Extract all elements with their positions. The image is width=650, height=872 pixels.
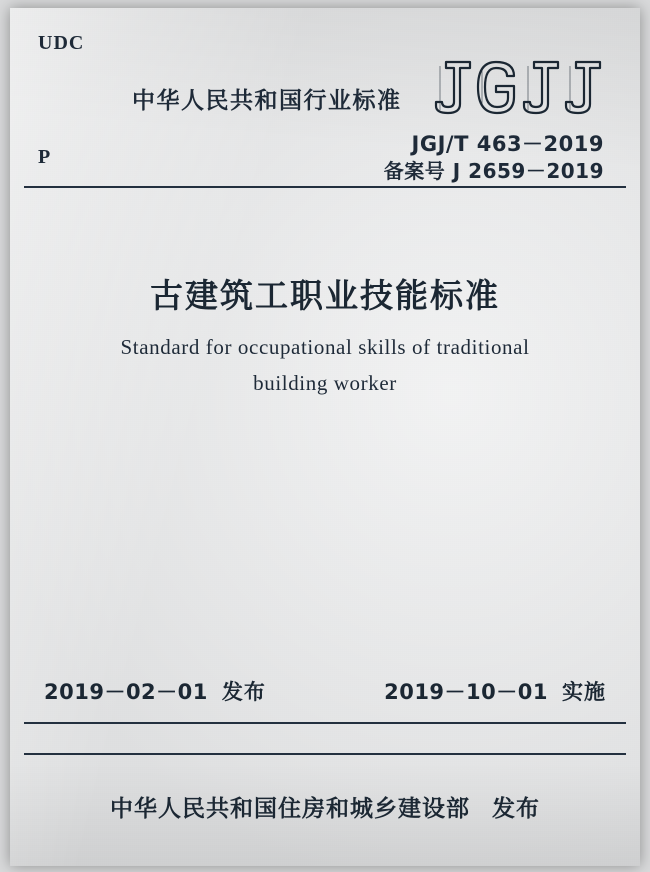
- standard-number-block: [384, 130, 604, 185]
- national-standard-heading: 中华人民共和国行业标准: [132, 88, 402, 114]
- date-divider-rule: [24, 722, 626, 724]
- effective-date-cell: [384, 676, 606, 706]
- issue-label: 发布: [221, 680, 266, 704]
- dates-row: [44, 676, 606, 706]
- classification-p-label: P: [38, 146, 51, 168]
- cover-sheet: [10, 8, 640, 866]
- publisher-line: [10, 790, 640, 823]
- header-divider-rule: [24, 186, 626, 188]
- title-chinese: 古建筑工职业技能标准: [150, 276, 500, 315]
- issue-date: 2019－02－01: [44, 680, 208, 704]
- publisher-name: 中华人民共和国住房和城乡建设部: [110, 796, 470, 822]
- effective-date: 2019－10－01: [384, 680, 548, 704]
- standard-number: JGJ/T 463－2019: [411, 132, 604, 156]
- footer-divider-rule: [24, 753, 626, 755]
- issue-date-cell: [44, 676, 266, 706]
- title-english-line-2: building worker: [253, 370, 397, 395]
- publisher-issue-label: 发布: [492, 796, 540, 822]
- record-number: 备案号 J 2659－2019: [383, 159, 604, 184]
- effective-label: 实施: [562, 680, 606, 704]
- title-english-line-1: Standard for occupational skills of traditional: [120, 335, 530, 359]
- jgj-logo-icon: [426, 56, 606, 116]
- udc-label: UDC: [38, 32, 85, 54]
- title-english: [90, 330, 560, 401]
